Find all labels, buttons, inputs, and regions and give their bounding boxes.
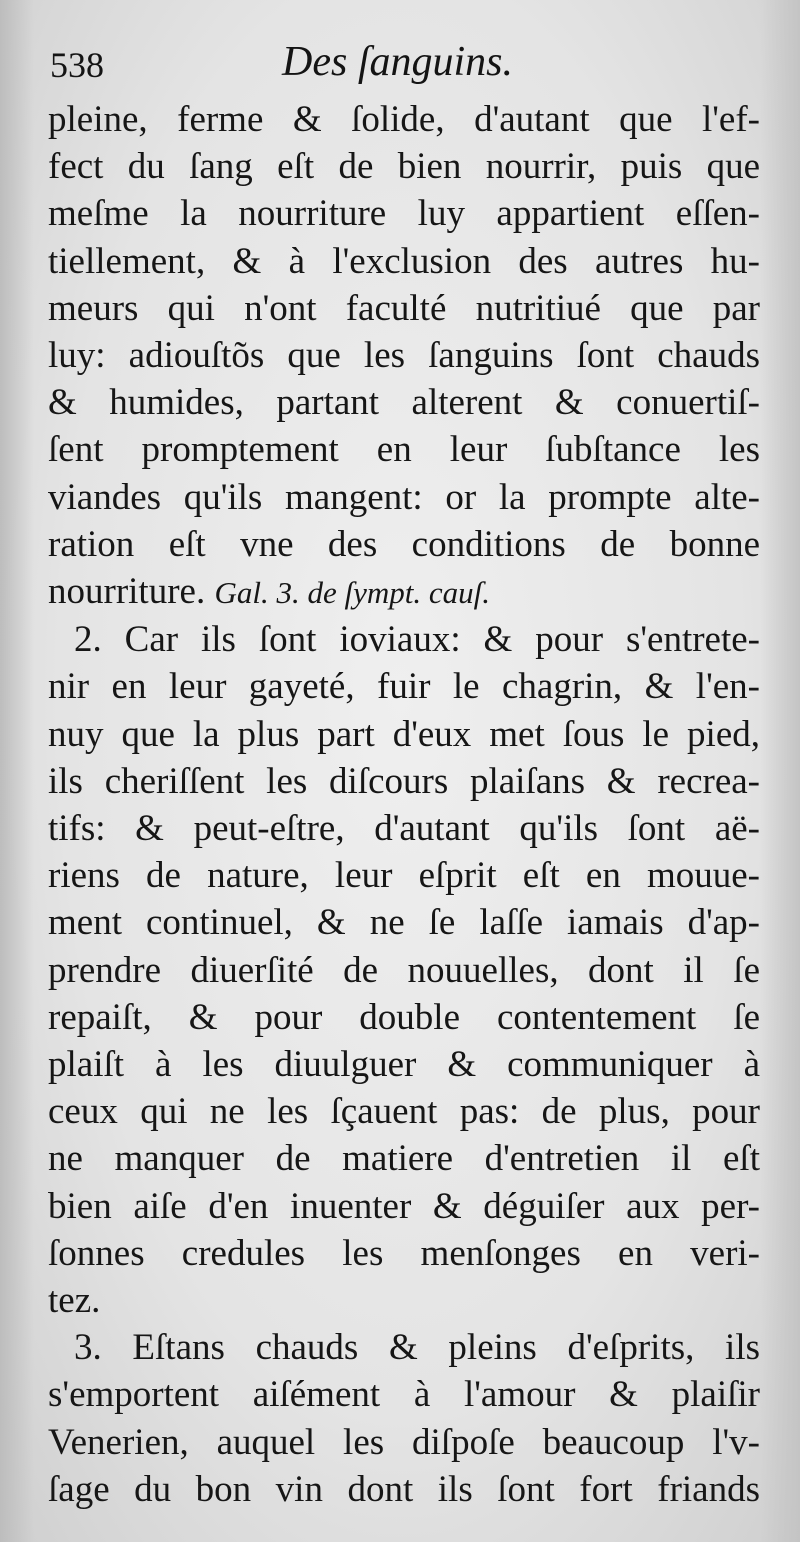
page-shadow-right [760,0,800,1542]
text-line: nuy que la plus part d'eux met ſous le pied, [48,713,760,755]
text-line: tifs: & peut-eſtre, d'autant qu'ils ſont aë- [48,808,760,850]
page-header [50,38,750,98]
text-line: ment continuel, & ne ſe laſſe iamais d'ap- [48,902,760,944]
page-shadow-left [0,0,34,1542]
text-line: pleine, ferme & ſolide, d'autant que l'ef- [48,99,760,140]
body-text [48,96,760,1513]
text-line: nir en leur gayeté, fuir le chagrin, & l'en- [48,666,760,708]
text-line: ne manquer de matiere d'entretien il eſt [48,1138,760,1180]
running-head: Des ſanguins. [282,39,513,85]
text-line: ils cheriſſent les diſcours plaiſans & recrea- [48,760,760,802]
text-line: 2. Car ils ſont ioviaux: & pour s'entrete- [74,619,760,661]
text-run: nourriture. [48,571,206,613]
text-line: repaiſt, & pour double contentement ſe [48,996,760,1038]
text-line: 3. Eſtans chauds & pleins d'eſprits, ils [74,1327,760,1369]
paragraph-end-line [48,568,760,616]
page-number: 538 [50,45,104,85]
text-line: riens de nature, leur eſprit eſt en mouue- [48,855,760,897]
text-line: plaiſt à les diuulguer & communiquer à [48,1044,760,1086]
text-line: prendre diuerſité de nouuelles, dont il ſe [48,949,760,991]
text-line: viandes qu'ils mangent: or la prompte alte- [48,476,760,518]
text-line: Venerien, auquel les diſpoſe beaucoup l'v- [48,1421,760,1463]
marginal-citation: Gal. 3. de ſympt. cauſ. [214,575,490,611]
text-line: meſme la nourriture luy appartient eſſen- [48,193,760,235]
text-line: ration eſt vne des conditions de bonne [48,523,760,565]
text-line: meurs qui n'ont faculté nutritiué que par [48,287,760,329]
text-line: ſage du bon vin dont ils ſont fort friands [48,1468,760,1510]
text-line: ſent promptement en leur ſubſtance les [48,429,760,471]
text-line: ſonnes credules les menſonges en veri- [48,1232,760,1274]
text-line: tiellement, & à l'exclusion des autres hu- [48,240,760,282]
text-line: & humides, partant alterent & conuertiſ- [48,382,760,424]
text-line: bien aiſe d'en inuenter & déguiſer aux per- [48,1185,760,1227]
text-line: s'emportent aiſément à l'amour & plaiſir [48,1374,760,1416]
text-line: ceux qui ne les ſçauent pas: de plus, pour [48,1091,760,1133]
text-line: fect du ſang eſt de bien nourrir, puis que [48,146,760,188]
text-line: tez. [48,1280,101,1322]
text-line: luy: adiouſtõs que les ſanguins ſont chauds [48,335,760,377]
